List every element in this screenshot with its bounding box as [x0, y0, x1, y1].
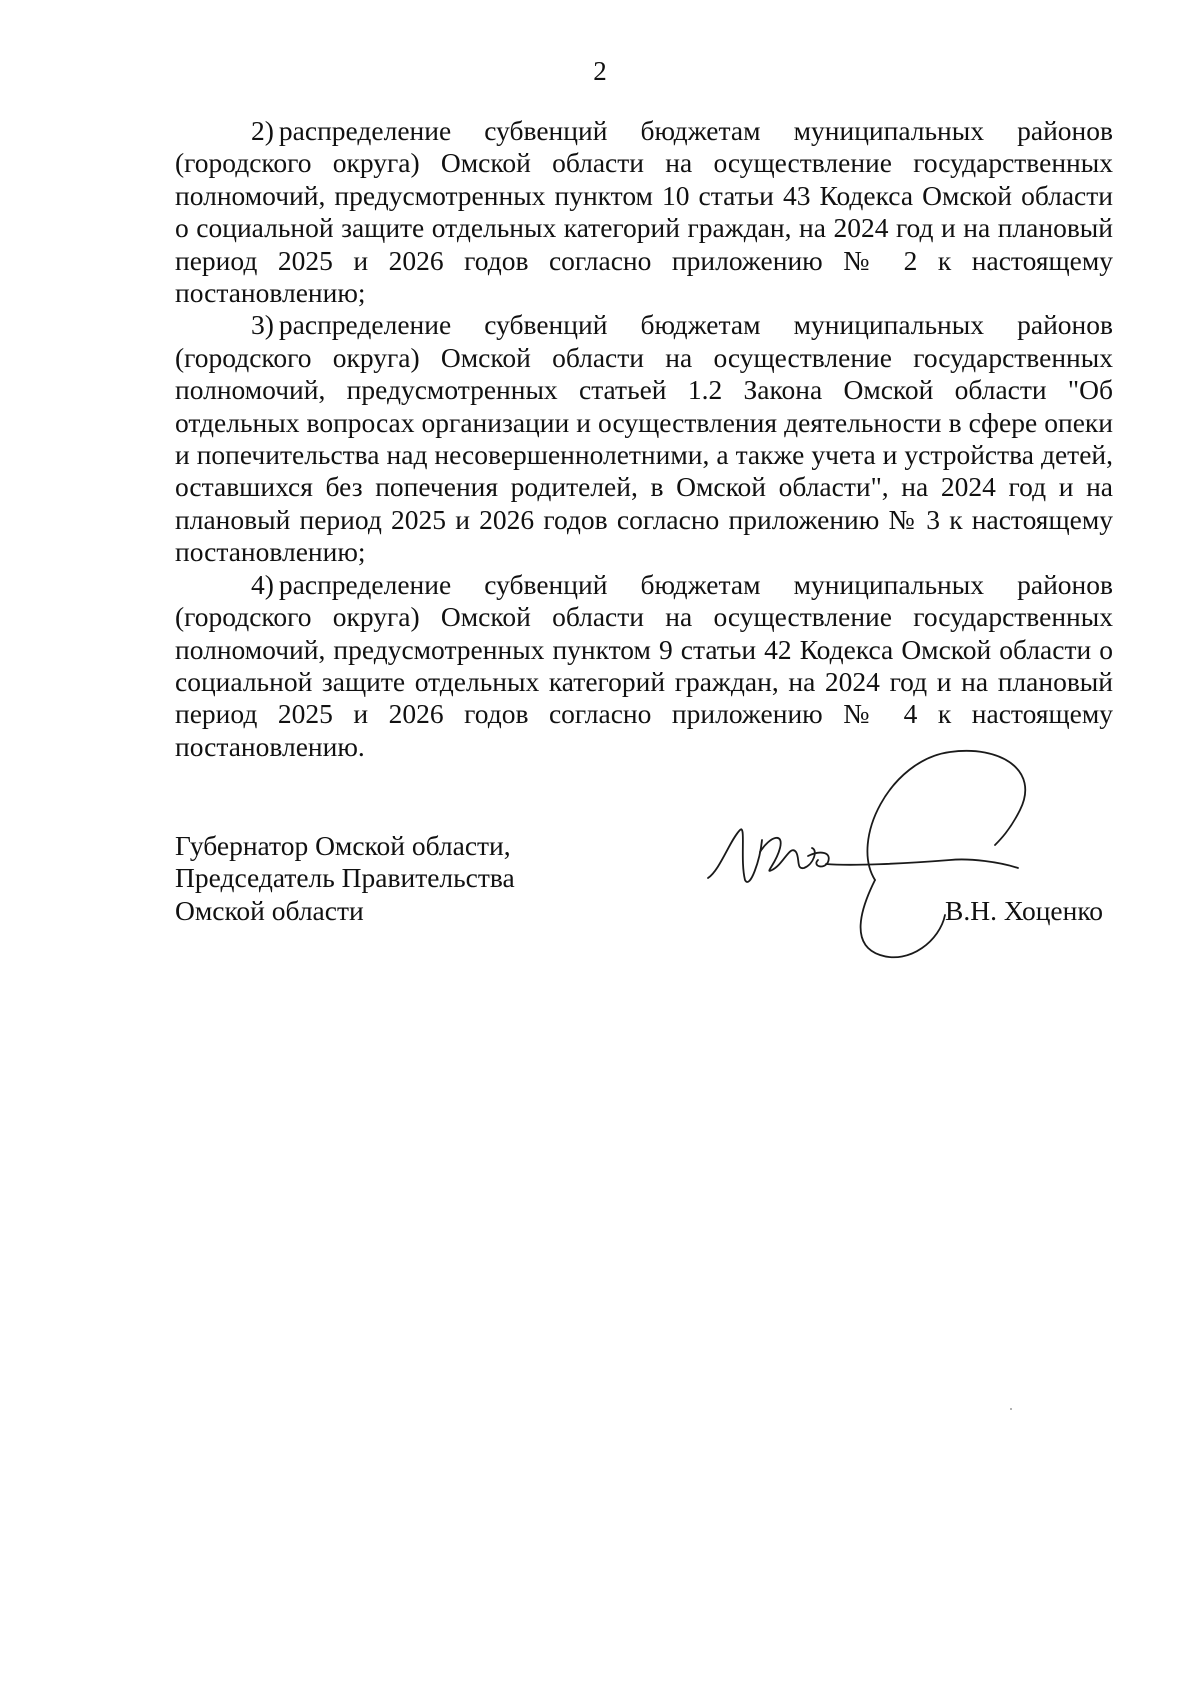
position-line: Председатель Правительства — [175, 862, 515, 894]
list-item — [175, 309, 1113, 568]
item-number: 2) — [251, 115, 274, 146]
item-text: распределение субвенций бюджетам муниципальных районов (городского округа) Омской области на осуществление государственных полномочий, предусмотренных статьей 1.2 Закона Омской области "Об отдельных вопросах организации и осуществления деятельности в сфере опеки и попечительства над несовершеннолетними, а также учета и устройства детей, оставшихся без попечения родителей, в Омской области", на 2024 год и на плановый период 2025 и 2026 годов согласно приложению № 3 к настоящему постановлению; — [175, 309, 1113, 568]
item-number: 4) — [251, 568, 274, 600]
document-body — [175, 115, 1113, 763]
item-number: 3) — [251, 309, 274, 341]
item-text: распределение субвенций бюджетам муниципальных районов (городского округа) Омской области на осуществление государственных полномочий, предусмотренных пунктом 9 статьи 42 Кодекса Омской области о социальной защите отдельных категорий граждан, на 2024 год и на плановый период 2025 и 2026 годов согласно приложению № 4 к настоящему постановлению. — [175, 568, 1113, 762]
signatory-position — [175, 830, 515, 927]
scan-artifact — [1010, 1408, 1012, 1410]
position-line: Губернатор Омской области, — [175, 830, 511, 861]
signatory-name: В.Н. Хоценко — [945, 895, 1104, 926]
page-number: 2 — [593, 56, 607, 86]
list-item — [175, 115, 1113, 309]
list-item — [175, 569, 1113, 763]
item-text: распределение субвенций бюджетам муниципальных районов (городского округа) Омской области на осуществление государственных полномочий, предусмотренных пунктом 10 статьи 43 Кодекса Омской области о социальной защите отдельных категорий граждан, на 2024 год и на плановый период 2025 и 2026 годов согласно приложению № 2 к настоящему постановлению; — [175, 115, 1113, 309]
handwritten-signature — [700, 740, 1060, 970]
position-line: Омской области — [175, 894, 364, 926]
